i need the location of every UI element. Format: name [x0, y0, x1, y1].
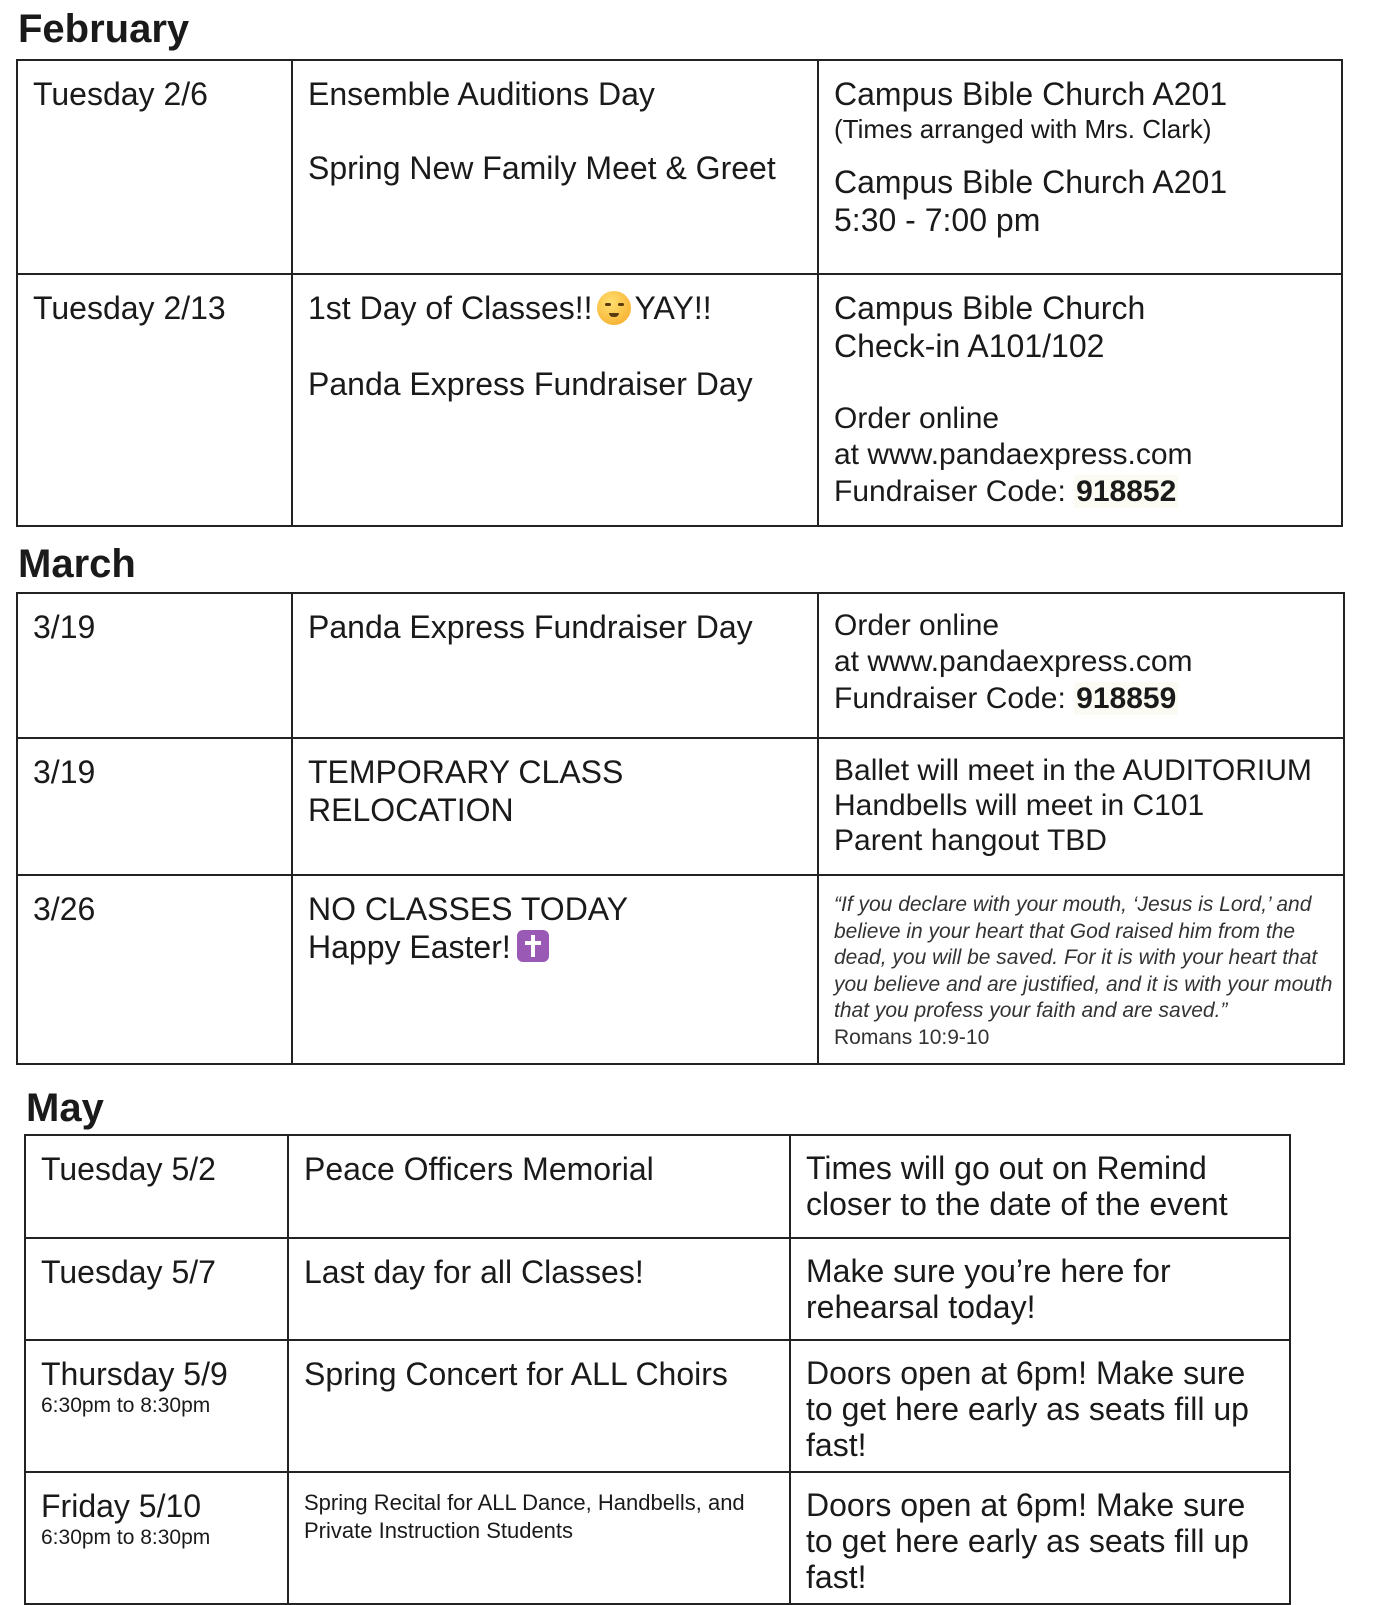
latin-cross-icon [517, 930, 549, 962]
event-title: RELOCATION [308, 792, 514, 828]
event-title: Ensemble Auditions Day [308, 76, 655, 112]
event-date: Friday 5/10 [41, 1488, 202, 1524]
event-cell [292, 875, 818, 1064]
event-title: Panda Express Fundraiser Day [308, 366, 753, 402]
info-cell [818, 875, 1344, 1064]
table-row [17, 593, 1344, 738]
date-cell [25, 1472, 288, 1604]
website-text: at www.pandaexpress.com [834, 645, 1193, 678]
event-title [308, 928, 803, 966]
location-text: Check-in A101/102 [834, 328, 1105, 364]
location-cell [818, 60, 1342, 274]
info-text: Parent hangout TBD [834, 824, 1107, 857]
event-cell [292, 738, 818, 875]
date-cell [17, 875, 292, 1064]
may-heading: May [26, 1086, 104, 1130]
bible-reference: Romans 10:9-10 [834, 1025, 990, 1049]
table-row [25, 1238, 1290, 1340]
date-cell [17, 593, 292, 738]
event-title: Panda Express Fundraiser Day [308, 609, 753, 645]
info-text: Handbells will meet in C101 [834, 789, 1205, 822]
event-cell [292, 60, 818, 274]
event-date: Tuesday 2/6 [33, 76, 208, 112]
date-cell [17, 274, 292, 526]
event-title: Last day for all Classes! [304, 1254, 644, 1290]
event-time: 6:30pm to 8:30pm [41, 1394, 211, 1417]
location-text: Campus Bible Church A201 [834, 164, 1228, 200]
info-text: Ballet will meet in the AUDITORIUM [834, 754, 1312, 787]
code-value: 918852 [1076, 475, 1177, 508]
info-cell [790, 1472, 1290, 1604]
event-cell [288, 1472, 790, 1604]
event-cell [288, 1135, 790, 1238]
february-table [16, 59, 1343, 527]
february-heading: February [18, 7, 190, 51]
info-text: Times will go out on Remind closer to the date of the event [806, 1150, 1228, 1222]
website-text: at www.pandaexpress.com [834, 438, 1193, 471]
code-value: 918859 [1076, 682, 1177, 715]
event-title: Spring New Family Meet & Greet [308, 150, 776, 186]
order-text: Order online [834, 609, 1000, 642]
march-heading: March [18, 542, 136, 586]
event-title-part: Happy Easter! [308, 929, 511, 965]
bible-quote: “If you declare with your mouth, ‘Jesus is Lord,’ and believe in your heart that God raised him from the dead, you will be saved. For it is with your heart that you believe and are justified, and it is with your mouth that you profess your faith and are saved.” [834, 893, 1333, 1022]
code-label: Fundraiser Code: [834, 475, 1066, 508]
info-cell [790, 1238, 1290, 1340]
info-cell [818, 738, 1344, 875]
partying-face-icon [597, 291, 631, 325]
event-title-part: 1st Day of Classes!! [308, 290, 593, 326]
info-text: Doors open at 6pm! Make sure to get here early as seats fill up fast! [806, 1487, 1249, 1595]
table-row [17, 875, 1344, 1064]
date-cell [25, 1238, 288, 1340]
event-date: 3/26 [33, 891, 96, 927]
info-cell [790, 1340, 1290, 1472]
table-row [17, 274, 1342, 526]
location-text: Campus Bible Church [834, 290, 1146, 326]
event-date: Thursday 5/9 [41, 1356, 228, 1392]
event-date: 3/19 [33, 754, 96, 790]
event-cell [292, 274, 818, 526]
event-cell [292, 593, 818, 738]
info-text: Doors open at 6pm! Make sure to get here early as seats fill up fast! [806, 1355, 1249, 1463]
time-text: 5:30 - 7:00 pm [834, 202, 1041, 238]
fundraiser-code [834, 473, 1327, 511]
location-note: (Times arranged with Mrs. Clark) [834, 114, 1212, 144]
may-table [24, 1134, 1291, 1605]
location-text: Campus Bible Church A201 [834, 76, 1228, 112]
event-title: Spring Recital for ALL Dance, Handbells, and Private Instruction Students [304, 1490, 745, 1543]
date-cell [17, 738, 292, 875]
code-label: Fundraiser Code: [834, 682, 1066, 715]
event-cell [288, 1238, 790, 1340]
date-cell [25, 1340, 288, 1472]
table-row [25, 1340, 1290, 1472]
event-title: Peace Officers Memorial [304, 1151, 654, 1187]
event-title: TEMPORARY CLASS [308, 754, 624, 790]
event-date: 3/19 [33, 609, 96, 645]
event-date: Tuesday 5/7 [41, 1254, 216, 1290]
order-text: Order online [834, 402, 1000, 435]
march-table [16, 592, 1345, 1065]
info-cell [790, 1135, 1290, 1238]
fundraiser-code [834, 680, 1329, 718]
date-cell [17, 60, 292, 274]
location-cell [818, 274, 1342, 526]
event-date: Tuesday 2/13 [33, 290, 226, 326]
info-cell [818, 593, 1344, 738]
event-time: 6:30pm to 8:30pm [41, 1526, 211, 1549]
table-row [17, 60, 1342, 274]
event-title: NO CLASSES TODAY [308, 891, 629, 927]
table-row [25, 1472, 1290, 1604]
event-cell [288, 1340, 790, 1472]
event-date: Tuesday 5/2 [41, 1151, 216, 1187]
table-row [25, 1135, 1290, 1238]
date-cell [25, 1135, 288, 1238]
event-title [308, 289, 803, 327]
table-row [17, 738, 1344, 875]
event-title: Spring Concert for ALL Choirs [304, 1356, 728, 1392]
info-text: Make sure you’re here for rehearsal today! [806, 1253, 1171, 1325]
event-title-part: YAY!! [634, 290, 712, 326]
